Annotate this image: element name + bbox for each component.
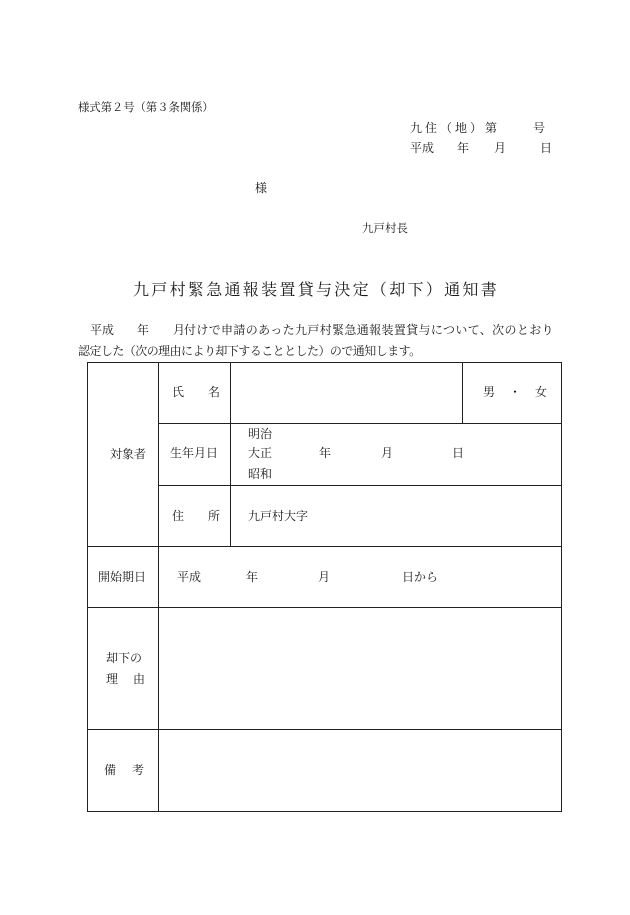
notice-line1: 付けで申請のあった九戸村緊急通報装置貸与について、次のとおり bbox=[184, 323, 554, 337]
address-value-cell bbox=[231, 486, 562, 547]
document-title: 九戸村緊急通報装置貸与決定（却下）通知書 bbox=[133, 280, 500, 299]
notice-month: 月 bbox=[173, 323, 186, 337]
birth-month-unit: 月 bbox=[381, 446, 394, 460]
recipient-honorific: 様 bbox=[255, 181, 268, 195]
document-number-prefix: 九住（地）第 bbox=[410, 121, 501, 135]
start-date-value-cell bbox=[159, 547, 562, 608]
birth-era-showa: 昭和 bbox=[248, 467, 273, 481]
start-date-month-unit: 月 bbox=[318, 570, 331, 584]
notice-year: 年 bbox=[137, 323, 150, 337]
name-label-cell bbox=[159, 363, 231, 424]
address-value: 九戸村大字 bbox=[248, 509, 309, 523]
form-number: 様式第２号（第３条関係） bbox=[78, 100, 214, 114]
remarks-value-cell bbox=[159, 730, 562, 812]
issue-date-day: 日 bbox=[540, 141, 553, 155]
start-date-day-unit: 日から bbox=[402, 570, 439, 584]
rejection-reason-label-line1: 却下の bbox=[106, 651, 143, 665]
subject-label: 対象者 bbox=[110, 447, 147, 461]
issue-date-month: 月 bbox=[494, 141, 507, 155]
start-date-era: 平成 bbox=[177, 570, 202, 584]
birth-date-label: 生年月日 bbox=[170, 446, 219, 460]
rejection-reason-value-cell bbox=[159, 608, 562, 730]
start-date-label-cell bbox=[88, 547, 159, 608]
address-label: 住 所 bbox=[172, 509, 221, 523]
remarks-label-cell bbox=[88, 730, 159, 812]
birth-year-unit: 年 bbox=[319, 446, 332, 460]
remarks-label: 備 考 bbox=[104, 763, 147, 777]
start-date-year-unit: 年 bbox=[246, 570, 259, 584]
birth-date-value-cell bbox=[231, 424, 562, 486]
form-table bbox=[87, 362, 562, 812]
birth-day-unit: 日 bbox=[452, 446, 465, 460]
birth-date-label-cell bbox=[159, 424, 231, 486]
start-date-label: 開始期日 bbox=[98, 570, 147, 584]
rejection-reason-label-cell bbox=[88, 608, 159, 730]
subject-label-cell bbox=[88, 363, 159, 547]
name-value-cell bbox=[231, 363, 463, 424]
rejection-reason-label-line2: 理 由 bbox=[106, 672, 147, 686]
address-label-cell bbox=[159, 486, 231, 547]
gender-options: 男 ・ 女 bbox=[483, 385, 549, 399]
issue-date-year: 年 bbox=[457, 141, 470, 155]
document-number-suffix: 号 bbox=[533, 121, 546, 135]
notice-line2: 認定した（次の理由により却下することとした）ので通知します。 bbox=[78, 344, 421, 358]
gender-cell bbox=[463, 363, 562, 424]
issue-date-era: 平成 bbox=[410, 141, 435, 155]
notice-era: 平成 bbox=[90, 323, 115, 337]
issuer-name: 九戸村長 bbox=[362, 221, 408, 235]
birth-era-taisho: 大正 bbox=[248, 446, 273, 460]
name-label: 氏 名 bbox=[172, 385, 221, 399]
birth-era-meiji: 明治 bbox=[248, 427, 273, 441]
